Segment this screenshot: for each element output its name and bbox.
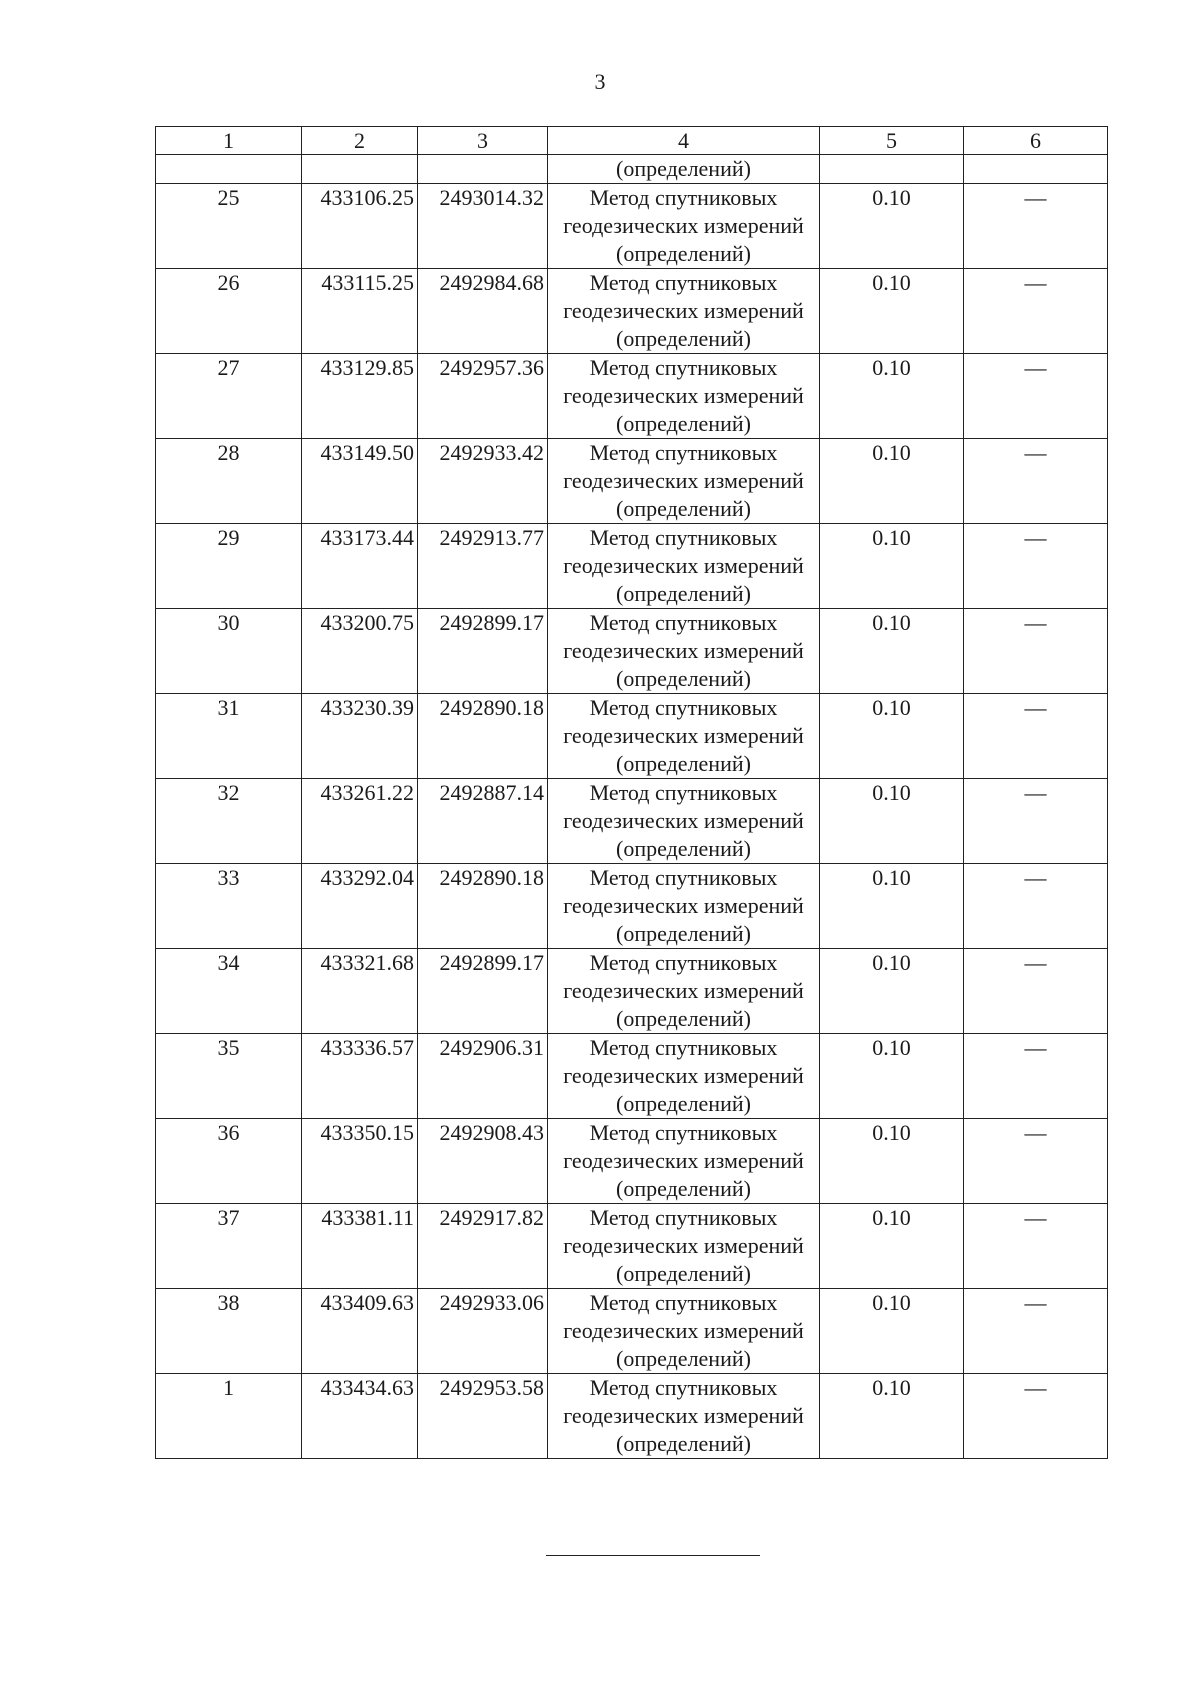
note-cell: — (964, 609, 1108, 694)
table-row (156, 354, 1108, 439)
x-coordinate-cell: 433200.75 (302, 609, 418, 694)
method-line: геодезических измерений (563, 1403, 804, 1428)
method-line: (определений) (616, 1006, 751, 1031)
note-cell: — (964, 1034, 1108, 1119)
accuracy-cell: 0.10 (820, 439, 964, 524)
method-line: (определений) (616, 496, 751, 521)
table-row (156, 779, 1108, 864)
x-coordinate-cell: 433115.25 (302, 269, 418, 354)
x-coordinate-cell: 433261.22 (302, 779, 418, 864)
x-coordinate-cell: 433292.04 (302, 864, 418, 949)
x-coordinate-cell: 433129.85 (302, 354, 418, 439)
method-line: Метод спутниковых (589, 525, 778, 550)
method-cell (548, 269, 820, 354)
method-line: (определений) (616, 836, 751, 861)
method-line: геодезических измерений (563, 1063, 804, 1088)
method-line: Метод спутниковых (589, 1375, 778, 1400)
point-number-cell: 34 (156, 949, 302, 1034)
y-coordinate-cell: 2493014.32 (418, 184, 548, 269)
method-line: (определений) (616, 411, 751, 436)
method-cell (548, 694, 820, 779)
accuracy-cell: 0.10 (820, 1289, 964, 1374)
accuracy-cell: 0.10 (820, 1204, 964, 1289)
method-line: (определений) (616, 1176, 751, 1201)
y-coordinate-cell: 2492908.43 (418, 1119, 548, 1204)
table-body (156, 127, 1108, 1459)
y-coordinate-cell: 2492887.14 (418, 779, 548, 864)
note-cell: — (964, 269, 1108, 354)
method-line: геодезических измерений (563, 1148, 804, 1173)
method-line: Метод спутниковых (589, 355, 778, 380)
method-line: (определений) (616, 1091, 751, 1116)
page-number: 3 (594, 69, 606, 94)
accuracy-cell: 0.10 (820, 269, 964, 354)
continued-cell (964, 155, 1108, 184)
method-line: геодезических измерений (563, 213, 804, 238)
method-cell (548, 354, 820, 439)
x-coordinate-cell: 433106.25 (302, 184, 418, 269)
y-coordinate-cell: 2492984.68 (418, 269, 548, 354)
header-cell: 1 (156, 127, 302, 155)
continued-method-cell: (определений) (548, 155, 820, 184)
method-cell (548, 439, 820, 524)
point-number-cell: 38 (156, 1289, 302, 1374)
method-line: геодезических измерений (563, 553, 804, 578)
method-line: (определений) (616, 326, 751, 351)
x-coordinate-cell: 433381.11 (302, 1204, 418, 1289)
header-cell: 6 (964, 127, 1108, 155)
note-cell: — (964, 779, 1108, 864)
table-row (156, 1119, 1108, 1204)
method-line: геодезических измерений (563, 1318, 804, 1343)
method-cell (548, 609, 820, 694)
point-number-cell: 31 (156, 694, 302, 779)
header-cell: 3 (418, 127, 548, 155)
method-line: Метод спутниковых (589, 1290, 778, 1315)
coordinates-table (155, 126, 1108, 1459)
table-row (156, 609, 1108, 694)
method-line: Метод спутниковых (589, 865, 778, 890)
table-row (156, 1034, 1108, 1119)
note-cell: — (964, 524, 1108, 609)
accuracy-cell: 0.10 (820, 949, 964, 1034)
y-coordinate-cell: 2492917.82 (418, 1204, 548, 1289)
method-line: геодезических измерений (563, 468, 804, 493)
continued-cell (156, 155, 302, 184)
x-coordinate-cell: 433149.50 (302, 439, 418, 524)
method-cell (548, 1034, 820, 1119)
note-cell: — (964, 864, 1108, 949)
method-line: Метод спутниковых (589, 610, 778, 635)
point-number-cell: 26 (156, 269, 302, 354)
method-line: (определений) (616, 751, 751, 776)
note-cell: — (964, 1204, 1108, 1289)
method-line: (определений) (616, 1261, 751, 1286)
y-coordinate-cell: 2492933.42 (418, 439, 548, 524)
method-cell (548, 1119, 820, 1204)
y-coordinate-cell: 2492899.17 (418, 949, 548, 1034)
header-cell: 2 (302, 127, 418, 155)
table-row (156, 439, 1108, 524)
accuracy-cell: 0.10 (820, 184, 964, 269)
method-line: геодезических измерений (563, 383, 804, 408)
accuracy-cell: 0.10 (820, 1034, 964, 1119)
accuracy-cell: 0.10 (820, 524, 964, 609)
method-line: Метод спутниковых (589, 270, 778, 295)
method-line: Метод спутниковых (589, 440, 778, 465)
point-number-cell: 1 (156, 1374, 302, 1459)
accuracy-cell: 0.10 (820, 779, 964, 864)
accuracy-cell: 0.10 (820, 694, 964, 779)
method-line: (определений) (616, 921, 751, 946)
accuracy-cell: 0.10 (820, 1374, 964, 1459)
method-line: Метод спутниковых (589, 1035, 778, 1060)
y-coordinate-cell: 2492953.58 (418, 1374, 548, 1459)
y-coordinate-cell: 2492906.31 (418, 1034, 548, 1119)
method-line: Метод спутниковых (589, 1205, 778, 1230)
note-cell: — (964, 1374, 1108, 1459)
method-cell (548, 864, 820, 949)
table-row (156, 949, 1108, 1034)
method-line: Метод спутниковых (589, 1120, 778, 1145)
note-cell: — (964, 694, 1108, 779)
point-number-cell: 36 (156, 1119, 302, 1204)
method-line: Метод спутниковых (589, 695, 778, 720)
note-cell: — (964, 354, 1108, 439)
x-coordinate-cell: 433336.57 (302, 1034, 418, 1119)
method-line: Метод спутниковых (589, 950, 778, 975)
method-line: геодезических измерений (563, 1233, 804, 1258)
table-row (156, 864, 1108, 949)
y-coordinate-cell: 2492913.77 (418, 524, 548, 609)
accuracy-cell: 0.10 (820, 354, 964, 439)
table-row (156, 694, 1108, 779)
point-number-cell: 37 (156, 1204, 302, 1289)
point-number-cell: 27 (156, 354, 302, 439)
y-coordinate-cell: 2492933.06 (418, 1289, 548, 1374)
method-line: Метод спутниковых (589, 780, 778, 805)
x-coordinate-cell: 433409.63 (302, 1289, 418, 1374)
x-coordinate-cell: 433230.39 (302, 694, 418, 779)
method-cell (548, 779, 820, 864)
accuracy-cell: 0.10 (820, 1119, 964, 1204)
accuracy-cell: 0.10 (820, 864, 964, 949)
table-row (156, 524, 1108, 609)
table-row (156, 184, 1108, 269)
method-line: (определений) (616, 1346, 751, 1371)
note-cell: — (964, 1289, 1108, 1374)
y-coordinate-cell: 2492957.36 (418, 354, 548, 439)
table-header-row (156, 127, 1108, 155)
table-row (156, 269, 1108, 354)
method-line: геодезических измерений (563, 298, 804, 323)
method-cell (548, 1289, 820, 1374)
accuracy-cell: 0.10 (820, 609, 964, 694)
method-line: Метод спутниковых (589, 185, 778, 210)
note-cell: — (964, 184, 1108, 269)
note-cell: — (964, 949, 1108, 1034)
method-line: (определений) (616, 1431, 751, 1456)
header-cell: 5 (820, 127, 964, 155)
table-row (156, 1374, 1108, 1459)
table-row (156, 1204, 1108, 1289)
method-line: геодезических измерений (563, 808, 804, 833)
x-coordinate-cell: 433434.63 (302, 1374, 418, 1459)
continued-cell (820, 155, 964, 184)
point-number-cell: 35 (156, 1034, 302, 1119)
continued-cell (418, 155, 548, 184)
method-line: геодезических измерений (563, 893, 804, 918)
point-number-cell: 32 (156, 779, 302, 864)
y-coordinate-cell: 2492899.17 (418, 609, 548, 694)
note-cell: — (964, 1119, 1108, 1204)
method-line: геодезических измерений (563, 638, 804, 663)
x-coordinate-cell: 433173.44 (302, 524, 418, 609)
method-cell (548, 1204, 820, 1289)
method-cell (548, 949, 820, 1034)
method-line: (определений) (616, 241, 751, 266)
method-line: (определений) (616, 581, 751, 606)
point-number-cell: 33 (156, 864, 302, 949)
point-number-cell: 28 (156, 439, 302, 524)
method-line: геодезических измерений (563, 723, 804, 748)
continued-row (156, 155, 1108, 184)
table-row (156, 1289, 1108, 1374)
continued-cell (302, 155, 418, 184)
y-coordinate-cell: 2492890.18 (418, 864, 548, 949)
point-number-cell: 30 (156, 609, 302, 694)
footer-rule (546, 1555, 760, 1556)
y-coordinate-cell: 2492890.18 (418, 694, 548, 779)
x-coordinate-cell: 433321.68 (302, 949, 418, 1034)
header-cell: 4 (548, 127, 820, 155)
method-line: (определений) (616, 666, 751, 691)
point-number-cell: 29 (156, 524, 302, 609)
method-cell (548, 1374, 820, 1459)
method-cell (548, 184, 820, 269)
point-number-cell: 25 (156, 184, 302, 269)
method-cell (548, 524, 820, 609)
method-line: геодезических измерений (563, 978, 804, 1003)
note-cell: — (964, 439, 1108, 524)
x-coordinate-cell: 433350.15 (302, 1119, 418, 1204)
